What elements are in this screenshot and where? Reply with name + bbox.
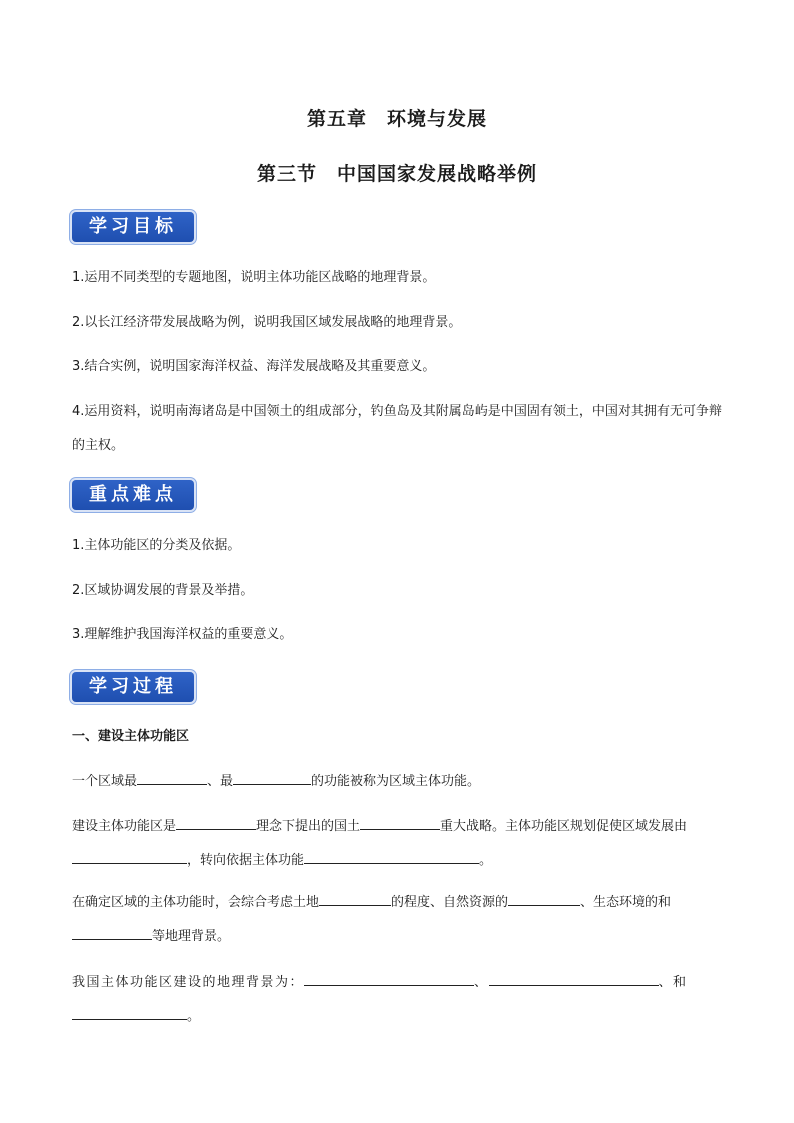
text-segment: 理念下提出的国土	[256, 819, 361, 834]
text-segment: 、	[474, 975, 489, 990]
answer-blank[interactable]	[137, 769, 207, 785]
fill-paragraph-4	[72, 966, 722, 1034]
text-segment: 、和	[658, 975, 688, 990]
answer-blank[interactable]	[508, 890, 580, 906]
answer-blank[interactable]	[304, 848, 479, 864]
key-point-1: 1.主体功能区的分类及依据。	[72, 538, 241, 553]
chapter-title: 第五章 环境与发展	[306, 108, 487, 130]
text-segment: 重大战略。主体功能区规划促使区域发展由	[440, 819, 688, 834]
text-segment: 在确定区域的主体功能时，会综合考虑土地	[72, 895, 320, 910]
text-segment: 一个区域最	[72, 774, 138, 789]
objective-2: 2.以长江经济带发展战略为例，说明我国区域发展战略的地理背景。	[72, 315, 462, 330]
text-segment: 、生态环境的和	[580, 895, 672, 910]
answer-blank[interactable]	[233, 769, 311, 785]
fill-paragraph-3	[72, 886, 722, 954]
text-segment: 。	[187, 1009, 202, 1024]
objective-1: 1.运用不同类型的专题地图，说明主体功能区战略的地理背景。	[72, 270, 436, 285]
fill-paragraph-1	[72, 765, 722, 799]
text-segment: ，转向依据主体功能	[187, 853, 305, 868]
objective-4: 4.运用资料，说明南海诸岛是中国领土的组成部分，钓鱼岛及其附属岛屿是中国固有领土，中国对其拥有无可争辩的主权。	[72, 404, 722, 453]
process-badge: 学习过程	[72, 672, 194, 702]
section-heading: 一、建设主体功能区	[72, 729, 190, 744]
text-segment: 、最	[207, 774, 234, 789]
key-points-badge: 重点难点	[72, 480, 194, 510]
text-segment: 建设主体功能区是	[72, 819, 177, 834]
answer-blank[interactable]	[304, 970, 474, 986]
objective-3: 3.结合实例，说明国家海洋权益、海洋发展战略及其重要意义。	[72, 359, 436, 374]
text-segment: 的功能被称为区域主体功能。	[311, 774, 481, 789]
text-segment: 。	[479, 853, 493, 868]
answer-blank[interactable]	[319, 890, 391, 906]
text-segment: 我国主体功能区建设的地理背景为：	[72, 975, 305, 990]
answer-blank[interactable]	[360, 814, 440, 830]
objectives-badge: 学习目标	[72, 212, 194, 242]
key-point-3: 3.理解维护我国海洋权益的重要意义。	[72, 627, 293, 642]
answer-blank[interactable]	[72, 848, 187, 864]
answer-blank[interactable]	[176, 814, 256, 830]
answer-blank[interactable]	[72, 924, 152, 940]
answer-blank[interactable]	[72, 1004, 187, 1020]
answer-blank[interactable]	[489, 970, 659, 986]
section-title: 第三节 中国国家发展战略举例	[256, 163, 537, 185]
text-segment: 的程度、自然资源的	[391, 895, 509, 910]
key-point-2: 2.区域协调发展的背景及举措。	[72, 583, 254, 598]
fill-paragraph-2	[72, 810, 722, 878]
text-segment: 等地理背景。	[152, 929, 231, 944]
